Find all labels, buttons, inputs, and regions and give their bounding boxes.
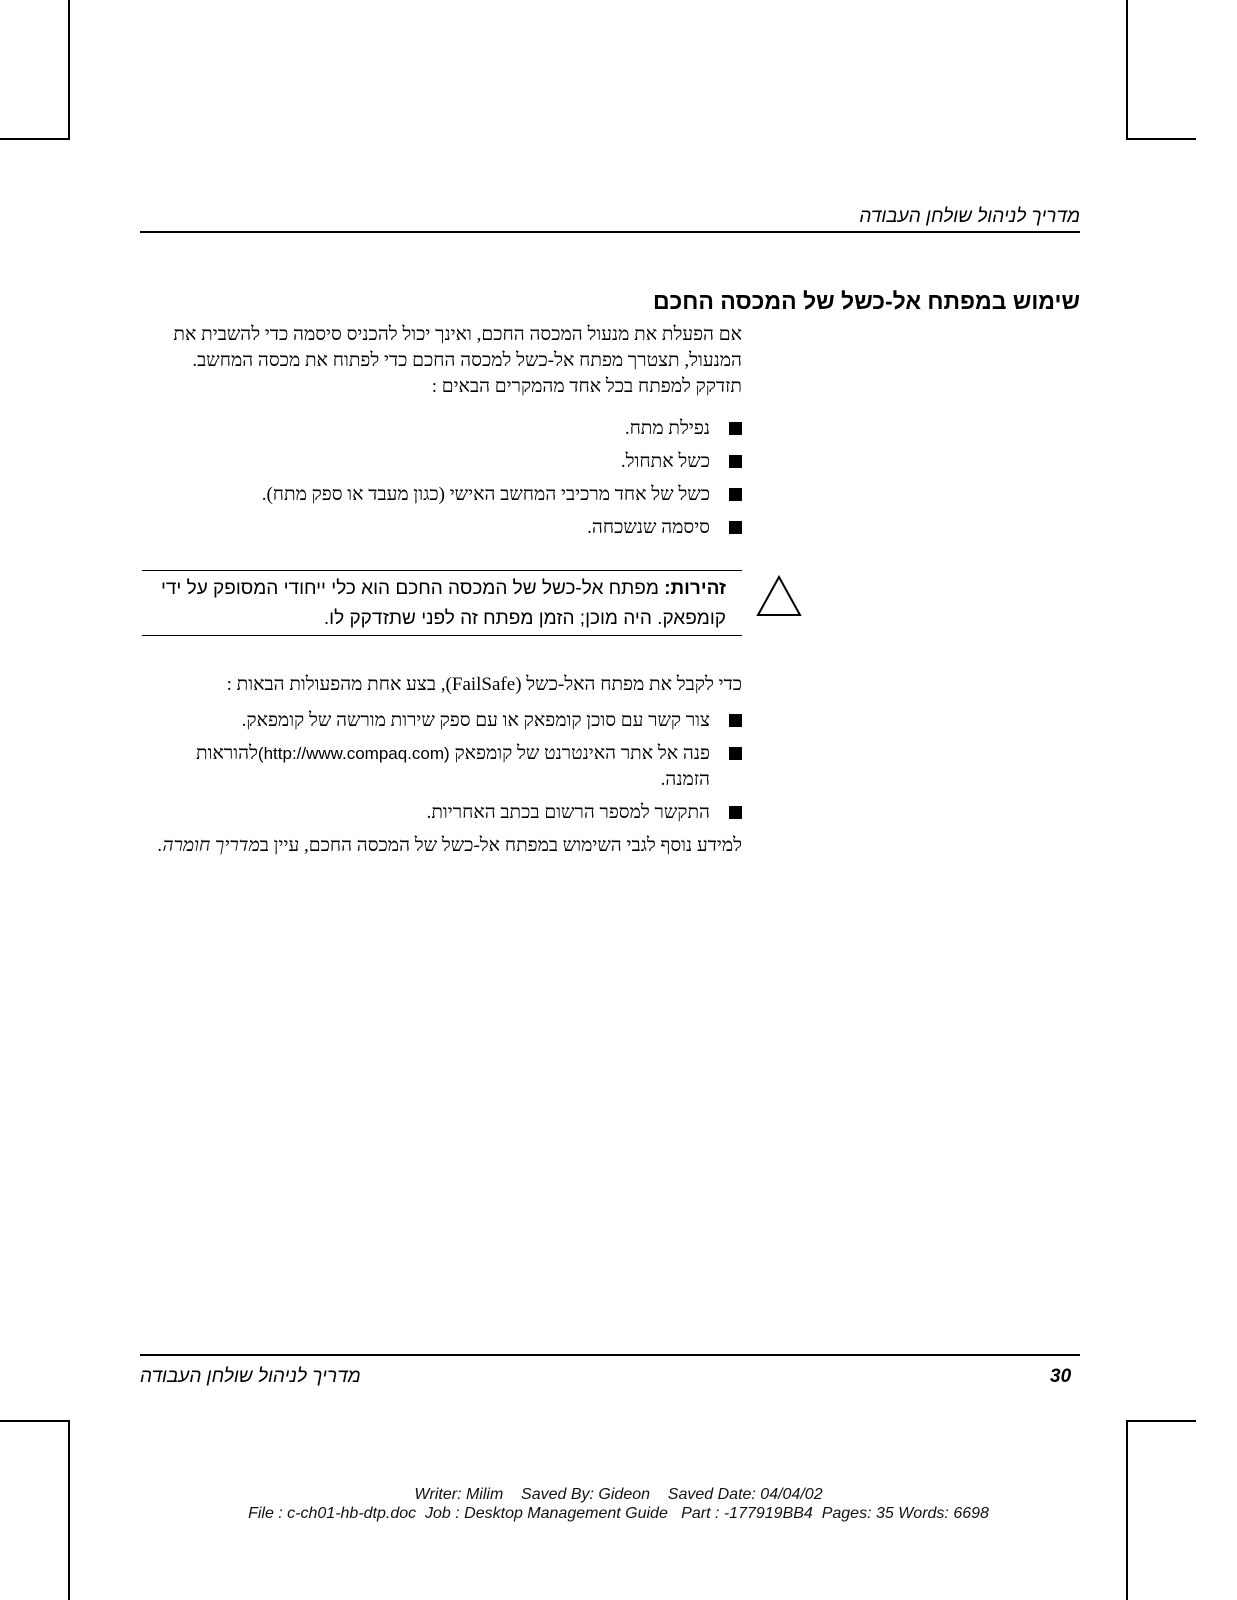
list-item-text: פנה אל אתר האינטרנט של קומפאק bbox=[454, 743, 710, 764]
footer-rule bbox=[140, 1354, 1080, 1356]
list-item-text: התקשר למספר הרשום בכתב האחריות. bbox=[426, 802, 710, 823]
list-item bbox=[150, 708, 742, 734]
doc-meta-line2: File : c-ch01-hb-dtp.doc Job : Desktop Management Guide Part : -177919BB4 Pages: 35 Words: 6698 bbox=[248, 1505, 989, 1522]
caution-box bbox=[142, 570, 742, 636]
square-bullet-icon bbox=[729, 455, 742, 468]
list-item-text: להוראות הזמנה. bbox=[196, 743, 710, 790]
list-item bbox=[150, 800, 742, 826]
list-item-text: נפילת מתח. bbox=[624, 418, 710, 439]
more-info-paragraph bbox=[150, 833, 742, 859]
list-item bbox=[150, 482, 742, 508]
square-bullet-icon bbox=[729, 747, 742, 760]
square-bullet-icon bbox=[729, 521, 742, 534]
square-bullet-icon bbox=[729, 714, 742, 727]
intro-paragraph: אם הפעלת את מנעול המכסה החכם, ואינך יכול להכניס סיסמה כדי להשבית את המנעול, תצטרך מפתח אל-כשל למכסה החכם כדי לפתוח את מכסה המחשב. תזדקק למפתח בכל אחד מהמקרים הבאים : bbox=[173, 324, 742, 397]
caution-triangle-icon bbox=[755, 574, 803, 618]
compaq-url-link[interactable]: (http://www.compaq.com) bbox=[257, 744, 450, 763]
square-bullet-icon bbox=[729, 422, 742, 435]
doc-meta-line1: Writer: Milim Saved By: Gideon Saved Date: 04/04/02 bbox=[414, 1486, 823, 1503]
list-item bbox=[150, 515, 742, 541]
list-item bbox=[150, 741, 742, 793]
crop-mark bbox=[0, 138, 70, 140]
crop-mark bbox=[0, 1420, 70, 1422]
obtain-block bbox=[150, 672, 742, 859]
caution-label: זהירות: bbox=[664, 578, 726, 599]
hardware-guide-reference: מדריך חומרה. bbox=[157, 835, 260, 856]
more-info-text: למידע נוסף לגבי השימוש במפתח אל-כשל של המכסה החכם, עיין ב bbox=[259, 835, 742, 856]
list-item bbox=[150, 416, 742, 442]
obtain-intro: כדי לקבל את מפתח האל-כשל (FailSafe), בצע אחת מהפעולות הבאות : bbox=[226, 674, 742, 695]
list-item-text: כשל אתחול. bbox=[620, 451, 710, 472]
footer-running-title: מדריך לניהול שולחן העבודה bbox=[140, 1366, 361, 1387]
intro-block bbox=[150, 322, 742, 548]
page-number: 30 bbox=[1050, 1366, 1072, 1387]
crop-mark bbox=[68, 0, 70, 140]
crop-mark bbox=[1126, 0, 1128, 140]
crop-mark bbox=[1126, 1420, 1196, 1422]
crop-mark bbox=[1126, 138, 1196, 140]
caution-text: מפתח אל-כשל של המכסה החכם הוא כלי ייחודי המסופק על ידי קומפאק. היה מוכן; הזמן מפתח זה לפני שתזדקק לו. bbox=[160, 578, 726, 629]
cases-list bbox=[150, 416, 742, 541]
square-bullet-icon bbox=[729, 488, 742, 501]
section-heading: שימוש במפתח אל-כשל של המכסה החכם bbox=[652, 288, 1080, 314]
list-item bbox=[150, 449, 742, 475]
list-item-text: צור קשר עם סוכן קומפאק או עם ספק שירות מורשה של קומפאק. bbox=[241, 710, 710, 731]
list-item-text: סיסמה שנשכחה. bbox=[587, 517, 710, 538]
running-header: מדריך לניהול שולחן העבודה bbox=[859, 206, 1080, 227]
square-bullet-icon bbox=[729, 806, 742, 819]
list-item-text: כשל של אחד מרכיבי המחשב האישי (כגון מעבד או ספק מתח). bbox=[261, 484, 710, 505]
obtain-list bbox=[150, 708, 742, 826]
header-rule bbox=[140, 231, 1080, 233]
